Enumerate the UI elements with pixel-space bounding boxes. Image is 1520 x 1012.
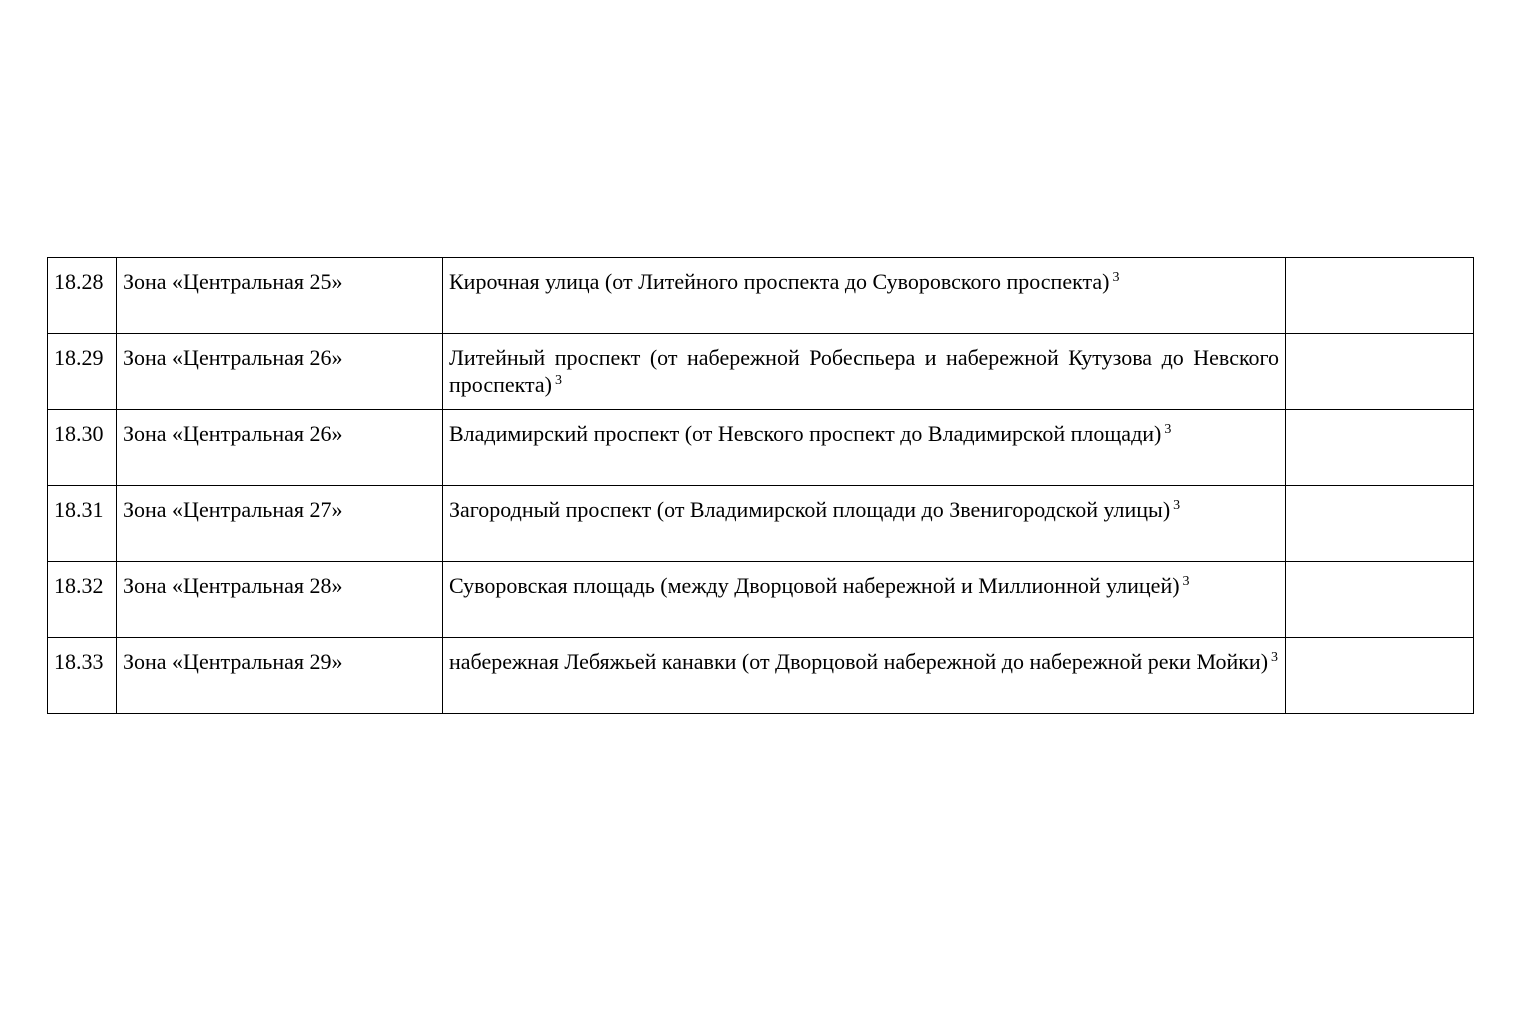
zone-description [443, 486, 1286, 562]
zone-description [443, 562, 1286, 638]
row-number: 18.29 [48, 334, 117, 410]
empty-cell [1286, 638, 1474, 714]
zones-table [47, 257, 1474, 714]
description-text: Кирочная улица (от Литейного проспекта до Суворовского проспекта) [449, 269, 1110, 294]
empty-cell [1286, 410, 1474, 486]
table-row [48, 486, 1474, 562]
footnote-mark: 3 [1271, 649, 1279, 665]
empty-cell [1286, 486, 1474, 562]
empty-cell [1286, 562, 1474, 638]
table-row [48, 410, 1474, 486]
footnote-mark: 3 [1173, 497, 1181, 513]
table-row [48, 638, 1474, 714]
table-row [48, 562, 1474, 638]
zone-name: Зона «Центральная 29» [117, 638, 443, 714]
table-row [48, 258, 1474, 334]
zone-name: Зона «Центральная 26» [117, 334, 443, 410]
zone-description [443, 638, 1286, 714]
zone-name: Зона «Центральная 26» [117, 410, 443, 486]
description-text: Литейный проспект (от набережной Робеспьера и набережной Кутузова до Невского проспекта) [449, 345, 1279, 397]
row-number: 18.28 [48, 258, 117, 334]
table-row [48, 334, 1474, 410]
row-number: 18.30 [48, 410, 117, 486]
row-number: 18.32 [48, 562, 117, 638]
zone-name: Зона «Центральная 25» [117, 258, 443, 334]
footnote-mark: 3 [1182, 573, 1190, 589]
footnote-mark: 3 [1112, 269, 1120, 285]
footnote-mark: 3 [555, 372, 562, 388]
zone-name: Зона «Центральная 27» [117, 486, 443, 562]
zone-description [443, 410, 1286, 486]
empty-cell [1286, 334, 1474, 410]
description-text: Загородный проспект (от Владимирской площади до Звенигородской улицы) [449, 497, 1171, 522]
footnote-mark: 3 [1164, 421, 1172, 437]
zone-name: Зона «Центральная 28» [117, 562, 443, 638]
description-text: Владимирский проспект (от Невского проспект до Владимирской площади) [449, 421, 1162, 446]
zone-description [443, 334, 1286, 410]
empty-cell [1286, 258, 1474, 334]
description-text: Суворовская площадь (между Дворцовой набережной и Миллионной улицей) [449, 573, 1180, 598]
description-text: набережная Лебяжьей канавки (от Дворцовой набережной до набережной реки Мойки) [449, 649, 1269, 674]
row-number: 18.31 [48, 486, 117, 562]
row-number: 18.33 [48, 638, 117, 714]
zone-description [443, 258, 1286, 334]
